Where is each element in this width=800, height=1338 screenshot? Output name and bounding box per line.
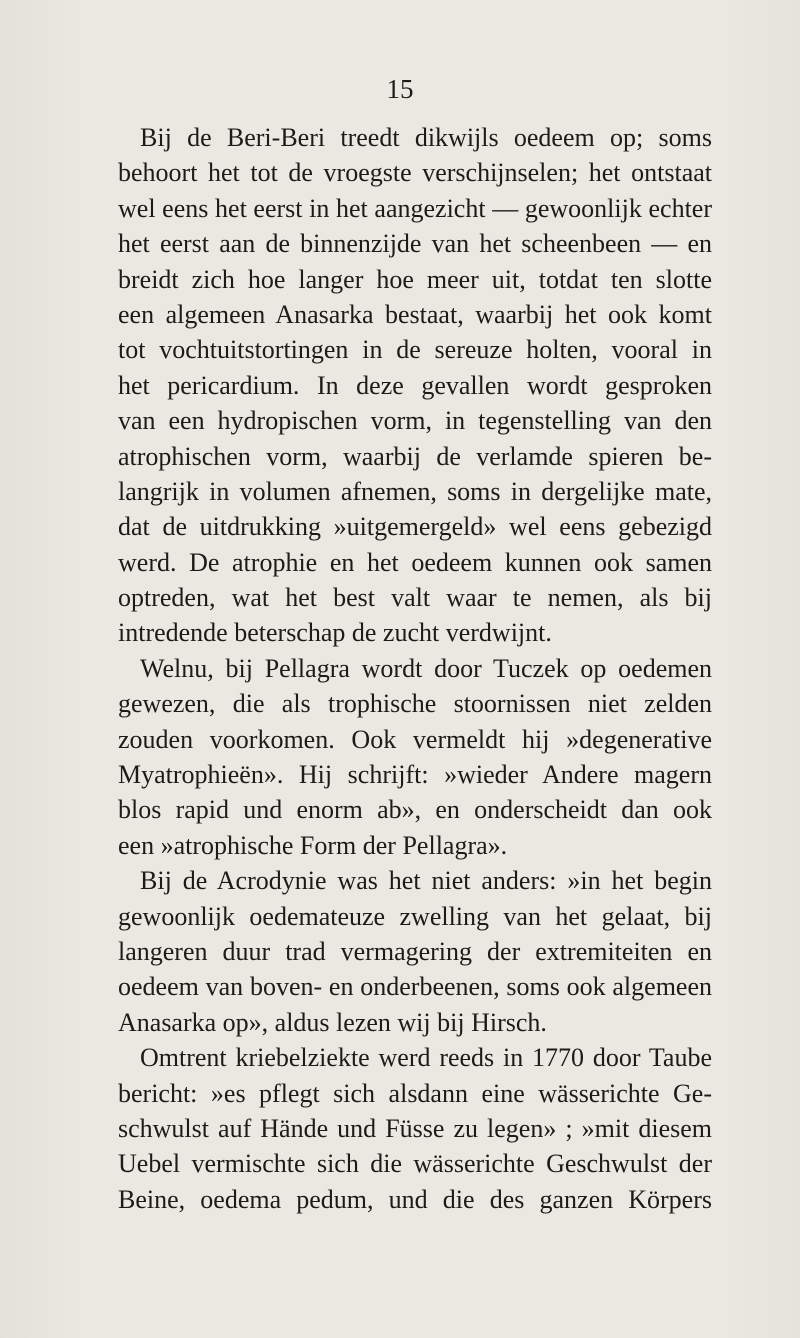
- text-line: langrijk in volumen afnemen, soms in dergelijke mate,: [118, 476, 712, 506]
- text-line: een »atrophische Form der Pellagra».: [118, 830, 508, 860]
- text-line: oedeem van boven- en onderbeenen, soms ook algemeen: [118, 972, 712, 1002]
- text-line: Welnu, bij Pellagra wordt door Tuczek op oedemen: [140, 653, 712, 683]
- text-line: schwulst auf Hände und Füsse zu legen» ; »mit diesem: [118, 1113, 712, 1143]
- text-line: atrophischen vorm, waarbij de verlamde spieren be-: [118, 441, 712, 471]
- text-line: blos rapid und enorm ab», en onderscheidt dan ook: [118, 795, 712, 825]
- text-line: het pericardium. In deze gevallen wordt gesproken: [118, 370, 712, 400]
- text-line: Uebel vermischte sich die wässerichte Geschwulst der: [118, 1149, 712, 1179]
- text-line: breidt zich hoe langer hoe meer uit, totdat ten slotte: [118, 264, 712, 294]
- text-line: Omtrent kriebelziekte werd reeds in 1770 door Taube: [140, 1043, 712, 1073]
- text-line: Myatrophieën». Hij schrijft: »wieder Andere magern: [118, 760, 712, 790]
- text-line: Beine, oedema pedum, und die des ganzen Körpers: [118, 1184, 712, 1214]
- text-line: langeren duur trad vermagering der extremiteiten en: [118, 936, 712, 966]
- text-line: intredende beterschap de zucht verdwijnt.: [118, 618, 552, 648]
- text-line: wel eens het eerst in het aangezicht — gewoonlijk echter: [118, 193, 712, 223]
- text-line: optreden, wat het best valt waar te nemen, als bij: [118, 583, 712, 613]
- text-line: Bij de Beri-Beri treedt dikwijls oedeem op; soms: [140, 123, 712, 152]
- text-line: Anasarka op», aldus lezen wij bij Hirsch.: [118, 1007, 547, 1037]
- text-line: van een hydropischen vorm, in tegenstelling van den: [118, 406, 712, 436]
- text-line: behoort het tot de vroegste verschijnselen; het ontstaat: [118, 158, 712, 188]
- text-line: het eerst aan de binnenzijde van het scheenbeen — en: [118, 229, 712, 259]
- text-line: tot vochtuitstortingen in de sereuze holten, vooral in: [118, 335, 712, 365]
- page-number: 15: [386, 74, 414, 104]
- body-text: [118, 120, 712, 1217]
- text-line: werd. De atrophie en het oedeem kunnen ook samen: [118, 547, 712, 577]
- text-line: gewoonlijk oedemateuze zwelling van het gelaat, bij: [118, 901, 712, 931]
- text-line: bericht: »es pflegt sich alsdann eine wässerichte Ge-: [118, 1078, 712, 1108]
- text-line: gewezen, die als trophische stoornissen niet zelden: [118, 689, 712, 719]
- text-line: een algemeen Anasarka bestaat, waarbij het ook komt: [118, 299, 712, 329]
- text-line: dat de uitdrukking »uitgemergeld» wel eens gebezigd: [118, 512, 712, 542]
- text-line: zouden voorkomen. Ook vermeldt hij »degenerative: [118, 724, 712, 754]
- text-line: Bij de Acrodynie was het niet anders: »in het begin: [140, 866, 712, 896]
